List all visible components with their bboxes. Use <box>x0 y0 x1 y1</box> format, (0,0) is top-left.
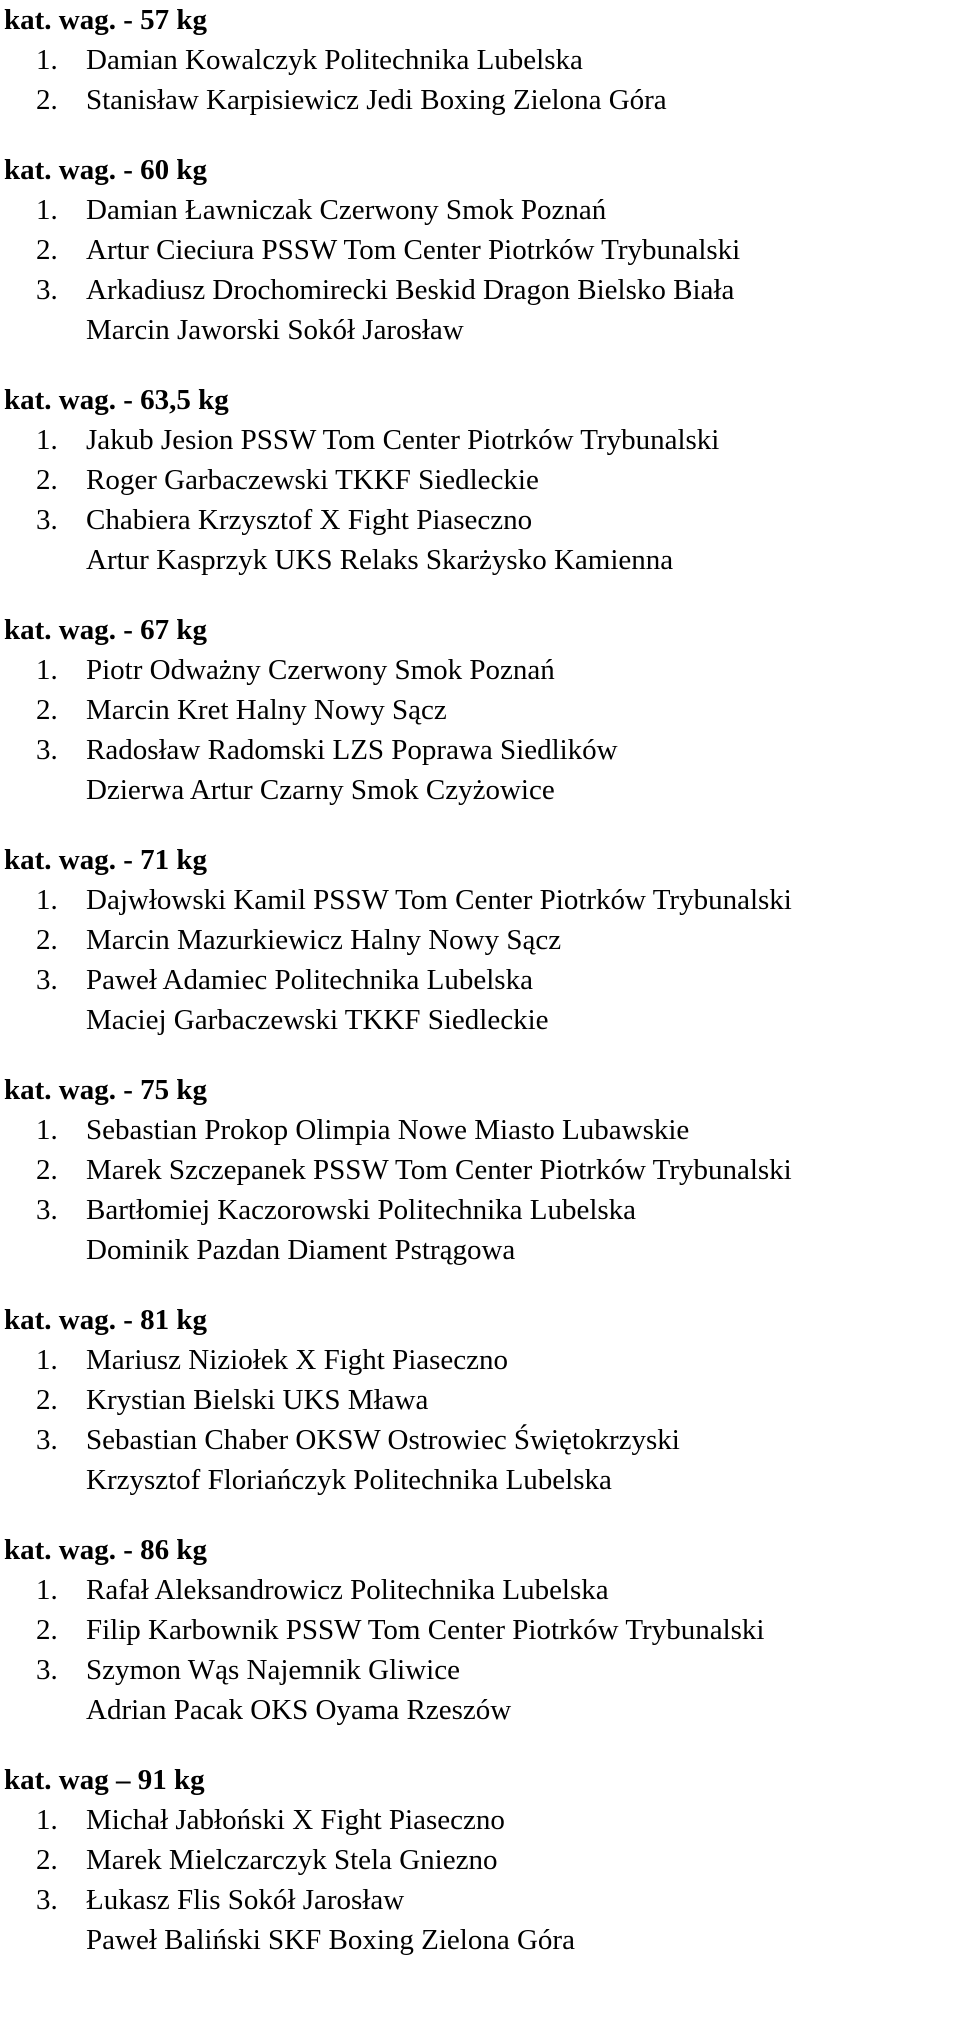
competitor-name: Szymon Wąs Najemnik Gliwice <box>86 1654 460 1686</box>
place-number: 1. <box>36 884 58 916</box>
weight-category-71 <box>4 840 960 1040</box>
result-line <box>4 1150 960 1190</box>
competitor-name: Paweł Baliński SKF Boxing Zielona Góra <box>86 1924 575 1956</box>
result-line <box>4 1840 960 1880</box>
category-title: kat. wag. - 71 kg <box>4 844 208 876</box>
result-line <box>4 420 960 460</box>
competitor-name: Mariusz Niziołek X Fight Piaseczno <box>86 1344 509 1376</box>
competitor-name: Marek Mielczarczyk Stela Gniezno <box>86 1844 498 1876</box>
weight-category-63-5 <box>4 380 960 580</box>
category-title: kat. wag. - 75 kg <box>4 1074 208 1106</box>
competitor-name: Paweł Adamiec Politechnika Lubelska <box>86 964 533 996</box>
result-line <box>4 310 960 350</box>
competitor-name: Damian Kowalczyk Politechnika Lubelska <box>86 44 583 76</box>
place-number: 2. <box>36 1614 58 1646</box>
place-number: 2. <box>36 1384 58 1416</box>
competitor-name: Bartłomiej Kaczorowski Politechnika Lubelska <box>86 1194 637 1226</box>
result-line <box>4 80 960 120</box>
result-line <box>4 960 960 1000</box>
competitor-name: Dajwłowski Kamil PSSW Tom Center Piotrków Trybunalski <box>86 884 792 916</box>
place-number: 3. <box>36 964 58 996</box>
weight-category-67 <box>4 610 960 810</box>
result-line <box>4 460 960 500</box>
result-line <box>4 190 960 230</box>
place-number: 1. <box>36 44 58 76</box>
result-line <box>4 1880 960 1920</box>
result-line <box>4 1230 960 1270</box>
result-line <box>4 1690 960 1730</box>
competitor-name: Marcin Mazurkiewicz Halny Nowy Sącz <box>86 924 562 956</box>
competitor-name: Roger Garbaczewski TKKF Siedleckie <box>86 464 539 496</box>
result-line <box>4 650 960 690</box>
result-line <box>4 1800 960 1840</box>
competitor-name: Piotr Odważny Czerwony Smok Poznań <box>86 654 555 686</box>
result-line <box>4 500 960 540</box>
competitor-name: Damian Ławniczak Czerwony Smok Poznań <box>86 194 607 226</box>
place-number: 1. <box>36 1344 58 1376</box>
competitor-name: Dzierwa Artur Czarny Smok Czyżowice <box>86 774 555 806</box>
competitor-name: Radosław Radomski LZS Poprawa Siedlików <box>86 734 618 766</box>
place-number: 2. <box>36 1844 58 1876</box>
competitor-name: Artur Cieciura PSSW Tom Center Piotrków Trybunalski <box>86 234 741 266</box>
category-title: kat. wag. - 86 kg <box>4 1534 208 1566</box>
category-title: kat. wag. - 60 kg <box>4 154 208 186</box>
place-number: 1. <box>36 424 58 456</box>
weight-category-91 <box>4 1760 960 1960</box>
place-number: 3. <box>36 1654 58 1686</box>
place-number: 2. <box>36 1154 58 1186</box>
result-line <box>4 540 960 580</box>
competitor-name: Marek Szczepanek PSSW Tom Center Piotrków Trybunalski <box>86 1154 792 1186</box>
place-number: 1. <box>36 1804 58 1836</box>
competitor-name: Łukasz Flis Sokół Jarosław <box>86 1884 405 1916</box>
result-line <box>4 1340 960 1380</box>
competitor-name: Arkadiusz Drochomirecki Beskid Dragon Bielsko Biała <box>86 274 735 306</box>
competitor-name: Filip Karbownik PSSW Tom Center Piotrków Trybunalski <box>86 1614 765 1646</box>
weight-category-86 <box>4 1530 960 1730</box>
place-number: 2. <box>36 694 58 726</box>
place-number: 1. <box>36 194 58 226</box>
result-line <box>4 770 960 810</box>
place-number: 3. <box>36 1884 58 1916</box>
place-number: 2. <box>36 464 58 496</box>
result-line <box>4 1380 960 1420</box>
competitor-name: Adrian Pacak OKS Oyama Rzeszów <box>86 1694 512 1726</box>
result-line <box>4 1610 960 1650</box>
competitor-name: Dominik Pazdan Diament Pstrągowa <box>86 1234 516 1266</box>
result-line <box>4 270 960 310</box>
result-line <box>4 1570 960 1610</box>
result-line <box>4 730 960 770</box>
result-line <box>4 920 960 960</box>
competitor-name: Artur Kasprzyk UKS Relaks Skarżysko Kamienna <box>86 544 674 576</box>
place-number: 1. <box>36 654 58 686</box>
result-line <box>4 1920 960 1960</box>
place-number: 2. <box>36 234 58 266</box>
weight-category-81 <box>4 1300 960 1500</box>
result-line <box>4 880 960 920</box>
competitor-name: Rafał Aleksandrowicz Politechnika Lubelska <box>86 1574 609 1606</box>
competitor-name: Marcin Jaworski Sokół Jarosław <box>86 314 464 346</box>
result-line <box>4 230 960 270</box>
result-line <box>4 1460 960 1500</box>
place-number: 1. <box>36 1114 58 1146</box>
competitor-name: Jakub Jesion PSSW Tom Center Piotrków Trybunalski <box>86 424 720 456</box>
competitor-name: Chabiera Krzysztof X Fight Piaseczno <box>86 504 533 536</box>
competitor-name: Marcin Kret Halny Nowy Sącz <box>86 694 447 726</box>
weight-category-57 <box>4 0 960 120</box>
competitor-name: Sebastian Prokop Olimpia Nowe Miasto Lubawskie <box>86 1114 690 1146</box>
competitor-name: Stanisław Karpisiewicz Jedi Boxing Zielona Góra <box>86 84 667 116</box>
place-number: 3. <box>36 734 58 766</box>
result-line <box>4 690 960 730</box>
result-line <box>4 1190 960 1230</box>
category-title: kat. wag. - 67 kg <box>4 614 208 646</box>
place-number: 3. <box>36 1424 58 1456</box>
competitor-name: Maciej Garbaczewski TKKF Siedleckie <box>86 1004 549 1036</box>
competitor-name: Michał Jabłoński X Fight Piaseczno <box>86 1804 505 1836</box>
place-number: 3. <box>36 504 58 536</box>
category-title: kat. wag. - 81 kg <box>4 1304 208 1336</box>
result-line <box>4 1000 960 1040</box>
place-number: 1. <box>36 1574 58 1606</box>
weight-category-60 <box>4 150 960 350</box>
competitor-name: Sebastian Chaber OKSW Ostrowiec Świętokrzyski <box>86 1424 680 1456</box>
place-number: 2. <box>36 84 58 116</box>
result-line <box>4 1420 960 1460</box>
result-line <box>4 1110 960 1150</box>
result-line <box>4 1650 960 1690</box>
result-line <box>4 40 960 80</box>
place-number: 3. <box>36 274 58 306</box>
category-title: kat. wag – 91 kg <box>4 1764 205 1796</box>
category-title: kat. wag. - 57 kg <box>4 4 208 36</box>
competitor-name: Krzysztof Floriańczyk Politechnika Lubelska <box>86 1464 612 1496</box>
competitor-name: Krystian Bielski UKS Mława <box>86 1384 429 1416</box>
place-number: 3. <box>36 1194 58 1226</box>
category-title: kat. wag. - 63,5 kg <box>4 384 229 416</box>
place-number: 2. <box>36 924 58 956</box>
weight-category-75 <box>4 1070 960 1270</box>
